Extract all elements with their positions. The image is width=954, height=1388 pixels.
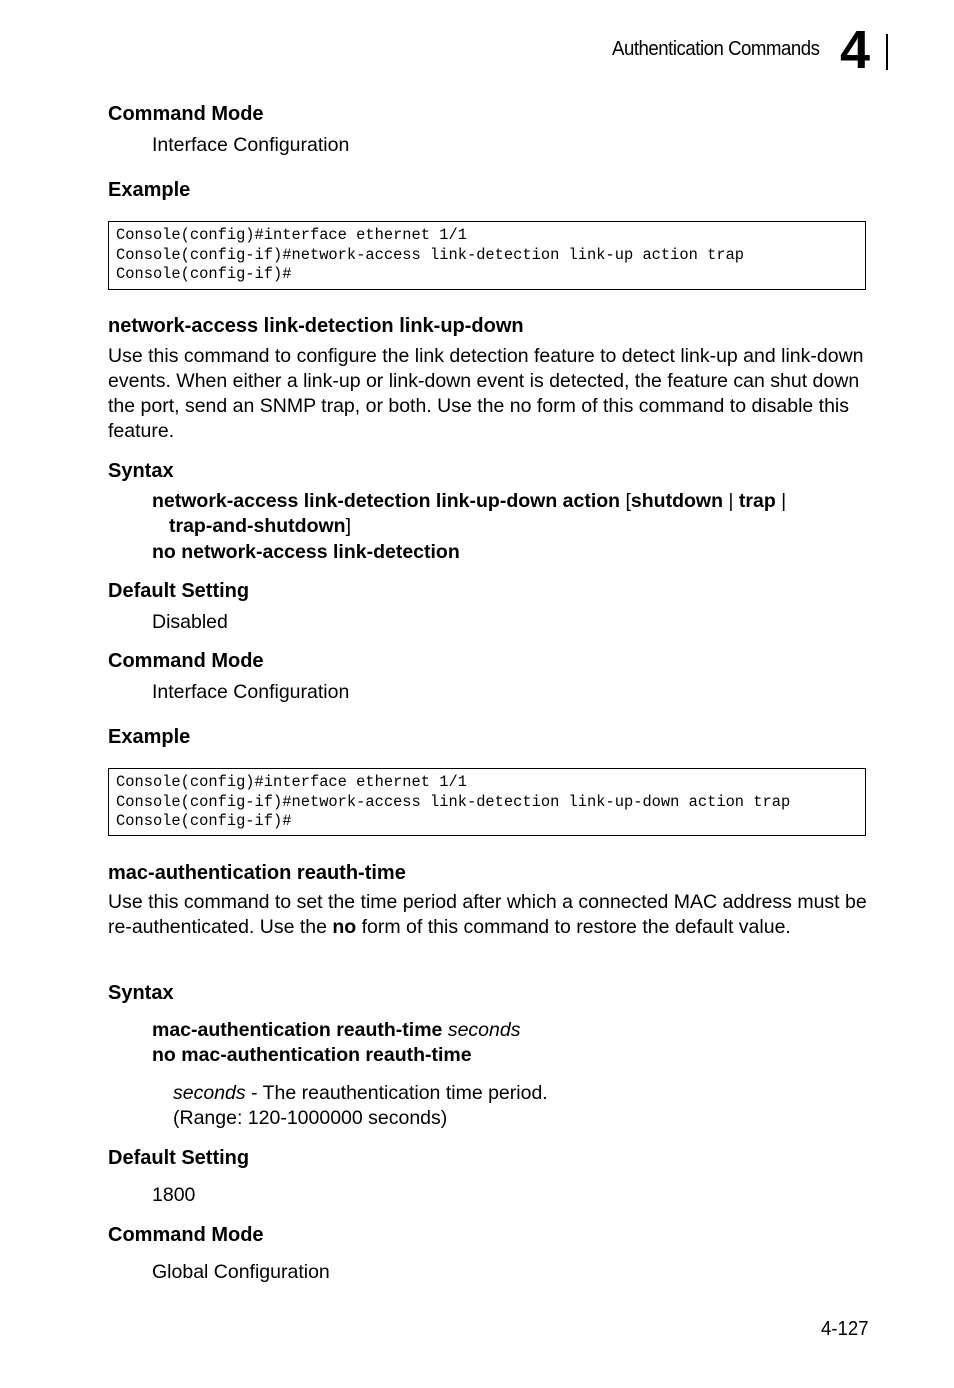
syntax-separator: | <box>723 490 739 512</box>
syntax-command: network-access link-detection link-up-down action <box>152 490 621 512</box>
syntax-command: mac-authentication reauth-time <box>152 1019 443 1041</box>
syntax-line-cont <box>169 514 351 539</box>
command-description: Use this command to configure the link detection feature to detect link-up and link-down events. When either a link-up or link-down event is detected, the feature can shut down the port, send an SNMP trap, or both. Use the no form of this command to disable this feature. <box>108 345 864 442</box>
syntax-option: trap <box>738 490 776 512</box>
command-description <box>108 890 868 940</box>
description-text: Use this command to set the time period after which a connected MAC address must be re-authenticated. Use the <box>108 891 867 938</box>
code-line: Console(config-if)#network-access link-detection link-up-down action trap <box>116 792 791 811</box>
code-line: Console(config-if)# <box>116 265 292 283</box>
syntax-line <box>152 1018 520 1043</box>
page-number: 4-127 <box>821 1318 869 1340</box>
chapter-number: 4 <box>840 20 871 80</box>
default-setting-heading: Default Setting <box>108 1147 250 1169</box>
syntax-no-form: no mac-authentication reauth-time <box>152 1044 472 1066</box>
syntax-line <box>152 489 852 514</box>
parameter-description <box>173 1081 548 1106</box>
chapter-rule <box>886 34 888 70</box>
command-title: mac-authentication reauth-time <box>108 862 406 884</box>
syntax-option: trap-and-shutdown <box>169 515 346 537</box>
default-setting-value: 1800 <box>152 1184 196 1206</box>
syntax-separator: | <box>775 490 787 512</box>
code-line: Console(config)#interface ethernet 1/1 <box>116 773 467 791</box>
code-line: Console(config-if)#network-access link-detection link-up action trap <box>116 245 745 264</box>
description-text: form of this command to restore the default value. <box>356 916 791 938</box>
example-heading: Example <box>108 179 191 201</box>
command-title: network-access link-detection link-up-down <box>108 315 524 337</box>
command-mode-value: Interface Configuration <box>152 134 350 156</box>
description-keyword: no <box>332 916 357 938</box>
parameter-range: (Range: 120-1000000 seconds) <box>173 1107 448 1129</box>
default-setting-heading: Default Setting <box>108 580 250 602</box>
syntax-no-form: no network-access link-detection <box>152 541 460 563</box>
code-example <box>108 221 866 290</box>
syntax-heading: Syntax <box>108 982 174 1004</box>
syntax-option: shutdown <box>630 490 723 512</box>
running-head: Authentication Commands <box>612 38 820 60</box>
syntax-bracket: [ <box>620 490 631 512</box>
code-line: Console(config)#interface ethernet 1/1 <box>116 226 467 244</box>
command-mode-heading: Command Mode <box>108 650 264 672</box>
default-setting-value: Disabled <box>152 611 228 633</box>
syntax-bracket: ] <box>345 515 351 537</box>
syntax-heading: Syntax <box>108 460 174 482</box>
syntax-parameter: seconds <box>447 1019 521 1041</box>
command-mode-value: Interface Configuration <box>152 681 350 703</box>
command-mode-heading: Command Mode <box>108 103 264 125</box>
command-mode-heading: Command Mode <box>108 1224 264 1246</box>
command-mode-value: Global Configuration <box>152 1261 330 1283</box>
parameter-name: seconds <box>173 1082 246 1104</box>
code-example <box>108 768 866 836</box>
parameter-text: - The reauthentication time period. <box>245 1082 548 1104</box>
code-line: Console(config-if)# <box>116 812 292 830</box>
example-heading: Example <box>108 726 191 748</box>
